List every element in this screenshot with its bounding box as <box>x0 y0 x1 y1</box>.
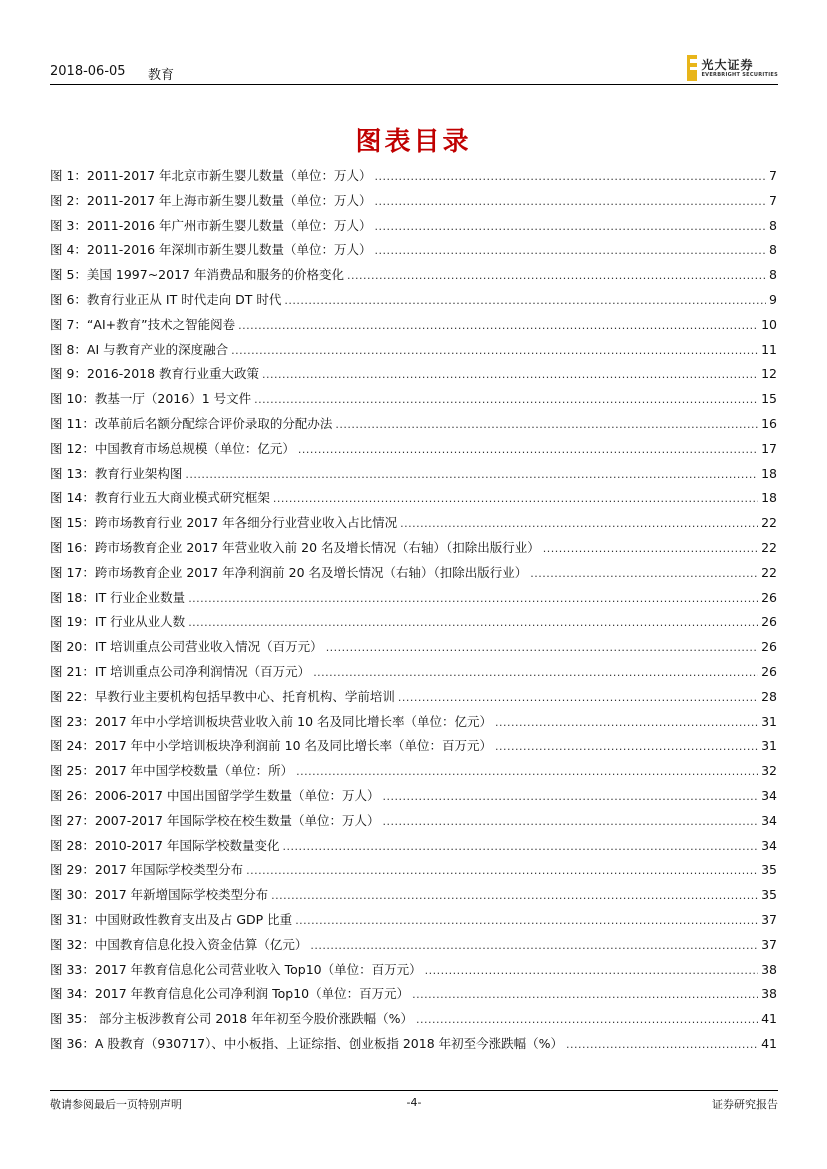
toc-entry-label[interactable]: 图 29：2017 年国际学校类型分布 <box>50 862 244 878</box>
report-date: 2018-06-05 <box>50 64 126 79</box>
toc-entry-label[interactable]: 图 33：2017 年教育信息化公司营业收入 Top10（单位：百万元） <box>50 961 422 977</box>
toc-entry[interactable] <box>50 1009 777 1034</box>
toc-entry-page[interactable]: 22 <box>761 564 777 580</box>
toc-entry-page[interactable]: 28 <box>761 688 777 704</box>
toc-entry-label[interactable]: 图 15：跨市场教育行业 2017 年各细分行业营业收入占比情况 <box>50 515 398 531</box>
toc-entry-page[interactable]: 12 <box>761 366 777 382</box>
report-sector: 教育 <box>148 68 175 83</box>
toc-dot-leader <box>398 691 758 704</box>
toc-entry[interactable] <box>50 811 777 836</box>
toc-entry[interactable] <box>50 414 777 439</box>
footer-report-type: 证券研究报告 <box>712 1098 778 1111</box>
toc-entry-label[interactable]: 图 19：IT 行业从业人数 <box>50 614 186 630</box>
toc-entry[interactable] <box>50 588 777 613</box>
toc-entry-page[interactable]: 26 <box>761 639 777 655</box>
toc-dot-leader <box>543 542 758 555</box>
toc-entry[interactable] <box>50 786 777 811</box>
logo-chinese-name: 光大证券 <box>701 57 754 72</box>
toc-entry-page[interactable]: 9 <box>769 291 777 307</box>
toc-dot-leader <box>375 244 767 257</box>
toc-entry[interactable] <box>50 935 777 960</box>
toc-entry[interactable] <box>50 290 777 315</box>
toc-entry-label[interactable]: 图 14：教育行业五大商业模式研究框架 <box>50 490 270 506</box>
toc-entry-page[interactable]: 37 <box>761 911 777 927</box>
toc-dot-leader <box>310 939 758 952</box>
toc-entry-page[interactable]: 38 <box>761 961 777 977</box>
company-logo <box>687 54 778 82</box>
toc-entry-label[interactable]: 图 6：教育行业正从 IT 时代走向 DT 时代 <box>50 291 282 307</box>
toc-entry-page[interactable]: 22 <box>761 515 777 531</box>
toc-dot-leader <box>383 815 759 828</box>
toc-dot-leader <box>313 666 758 679</box>
toc-entry-page[interactable]: 32 <box>761 763 777 779</box>
toc-entry-page[interactable]: 34 <box>761 787 777 803</box>
toc-dot-leader <box>347 269 766 282</box>
toc-entry-label[interactable]: 图 23：2017 年中小学培训板块营业收入前 10 名及同比增长率（单位：亿元） <box>50 713 493 729</box>
toc-dot-leader <box>400 517 758 530</box>
toc-entry-page[interactable]: 8 <box>769 267 777 283</box>
toc-dot-leader <box>375 170 767 183</box>
header-divider <box>50 84 778 85</box>
toc-dot-leader <box>326 641 758 654</box>
toc-dot-leader <box>231 344 758 357</box>
toc-entry-label[interactable]: 图 30：2017 年新增国际学校类型分布 <box>50 887 269 903</box>
toc-entry-label[interactable]: 图 22：早教行业主要机构包括早教中心、托育机构、学前培训 <box>50 688 395 704</box>
toc-entry-label[interactable]: 图 11：改革前后名额分配综合评价录取的分配办法 <box>50 415 333 431</box>
toc-entry-page[interactable]: 7 <box>769 168 777 183</box>
toc-dot-leader <box>185 468 758 481</box>
toc-entry-label[interactable]: 图 21：IT 培训重点公司净利润情况（百万元） <box>50 663 311 679</box>
page-title: 图表目录 <box>355 127 472 157</box>
toc-dot-leader <box>262 368 758 381</box>
toc-entry-page[interactable]: 31 <box>761 738 777 754</box>
toc-entry[interactable] <box>50 315 777 340</box>
toc-entry-label[interactable]: 图 13：教育行业架构图 <box>50 465 183 481</box>
toc-dot-leader <box>295 914 758 927</box>
footer-page-number: -4- <box>406 1096 422 1109</box>
toc-entry[interactable] <box>50 265 777 290</box>
toc-entry-label[interactable]: 图 7：“AI+教育”技术之智能阅卷 <box>50 316 236 332</box>
toc-entry[interactable] <box>50 910 777 935</box>
toc-entry-page[interactable]: 34 <box>761 812 777 828</box>
toc-entry-page[interactable]: 18 <box>761 490 777 506</box>
toc-dot-leader <box>188 616 758 629</box>
toc-entry-label[interactable]: 图 31：中国财政性教育支出及占 GDP 比重 <box>50 911 293 927</box>
toc-entry-label[interactable]: 图 20：IT 培训重点公司营业收入情况（百万元） <box>50 639 323 655</box>
toc-entry-page[interactable]: 7 <box>769 192 777 208</box>
toc-entry-page[interactable]: 16 <box>761 415 777 431</box>
toc-dot-leader <box>495 740 758 753</box>
toc-entry-page[interactable]: 18 <box>761 465 777 481</box>
toc-entry-label[interactable]: 图 26：2006-2017 中国出国留学学生数量（单位：万人） <box>50 787 380 803</box>
toc-entry-label[interactable]: 图 18：IT 行业企业数量 <box>50 589 186 605</box>
toc-dot-leader <box>238 319 758 332</box>
toc-entry-page[interactable]: 26 <box>761 589 777 605</box>
toc-entry-label[interactable]: 图 16：跨市场教育企业 2017 年营业收入前 20 名及增长情况（右轴）（扣除出版行业） <box>50 539 540 555</box>
toc-entry-label[interactable]: 图 4：2011-2016 年深圳市新生婴儿数量（单位：万人） <box>50 242 372 258</box>
toc-entry-page[interactable]: 35 <box>761 887 777 903</box>
toc-entry[interactable] <box>50 464 777 489</box>
toc-dot-leader <box>188 592 758 605</box>
toc-entry-page[interactable]: 17 <box>761 440 777 456</box>
toc-entry-label[interactable]: 图 32：中国教育信息化投入资金估算（亿元） <box>50 936 308 952</box>
figure-toc-list <box>50 166 777 1059</box>
toc-entry-page[interactable]: 41 <box>761 1035 777 1051</box>
toc-entry[interactable] <box>50 637 777 662</box>
toc-entry[interactable] <box>50 488 777 513</box>
toc-entry[interactable] <box>50 836 777 861</box>
toc-dot-leader <box>296 765 758 778</box>
toc-dot-leader <box>566 1038 758 1051</box>
toc-entry-page[interactable]: 37 <box>761 936 777 952</box>
logo-english-name: EVERBRIGHT SECURITIES <box>701 71 778 78</box>
toc-entry-label[interactable]: 图 8：AI 与教育产业的深度融合 <box>50 341 229 357</box>
toc-entry-label[interactable]: 图 5：美国 1997~2017 年消费品和服务的价格变化 <box>50 267 344 283</box>
toc-entry-label[interactable]: 图 35： 部分主板涉教育公司 2018 年年初至今股价涨跌幅（%） <box>50 1011 413 1027</box>
toc-entry-page[interactable]: 41 <box>761 1011 777 1027</box>
toc-entry[interactable] <box>50 563 777 588</box>
toc-entry[interactable] <box>50 736 777 761</box>
toc-entry-label[interactable]: 图 28：2010-2017 年国际学校数量变化 <box>50 837 280 853</box>
toc-dot-leader <box>495 716 758 729</box>
toc-entry-page[interactable]: 34 <box>761 837 777 853</box>
toc-entry[interactable] <box>50 612 777 637</box>
toc-entry[interactable] <box>50 389 777 414</box>
toc-entry[interactable] <box>50 860 777 885</box>
toc-entry[interactable] <box>50 662 777 687</box>
footer-disclaimer: 敬请参阅最后一页特别声明 <box>50 1098 182 1111</box>
toc-entry-page[interactable]: 11 <box>761 341 777 357</box>
toc-entry-label[interactable]: 图 27：2007-2017 年国际学校在校生数量（单位：万人） <box>50 812 380 828</box>
toc-entry[interactable] <box>50 687 777 712</box>
toc-dot-leader <box>271 889 758 902</box>
toc-dot-leader <box>284 294 766 307</box>
toc-entry-label[interactable]: 图 2：2011-2017 年上海市新生婴儿数量（单位：万人） <box>50 192 372 208</box>
toc-dot-leader <box>246 864 758 877</box>
toc-entry[interactable] <box>50 240 777 265</box>
toc-entry-label[interactable]: 图 36：A 股教育（930717）、中小板指、上证综指、创业板指 2018 年初至今涨跌幅（%） <box>50 1035 564 1051</box>
toc-entry-page[interactable]: 31 <box>761 713 777 729</box>
toc-entry-label[interactable]: 图 10：教基一厅（2016）1 号文件 <box>50 391 252 407</box>
toc-entry-page[interactable]: 15 <box>761 391 777 407</box>
toc-entry[interactable] <box>50 191 777 216</box>
toc-entry-label[interactable]: 图 25：2017 年中国学校数量（单位：所） <box>50 763 294 779</box>
toc-entry-page[interactable]: 26 <box>761 663 777 679</box>
toc-dot-leader <box>273 492 758 505</box>
logo-mark-icon <box>687 55 697 81</box>
toc-entry[interactable] <box>50 960 777 985</box>
toc-entry-label[interactable]: 图 17：跨市场教育企业 2017 年净利润前 20 名及增长情况（右轴）（扣除出版行业） <box>50 564 528 580</box>
footer-divider <box>50 1090 778 1091</box>
toc-entry[interactable] <box>50 538 777 563</box>
toc-dot-leader <box>254 393 758 406</box>
page-footer <box>50 1096 778 1114</box>
toc-dot-leader <box>335 418 758 431</box>
toc-entry[interactable] <box>50 439 777 464</box>
toc-entry-page[interactable]: 35 <box>761 862 777 878</box>
toc-entry-label[interactable]: 图 1：2011-2017 年北京市新生婴儿数量（单位：万人） <box>50 168 372 183</box>
toc-dot-leader <box>416 1013 758 1026</box>
toc-entry-label[interactable]: 图 34：2017 年教育信息化公司净利润 Top10（单位：百万元） <box>50 986 410 1002</box>
toc-dot-leader <box>425 964 758 977</box>
toc-dot-leader <box>283 840 759 853</box>
toc-entry-page[interactable]: 8 <box>769 242 777 258</box>
toc-entry[interactable] <box>50 761 777 786</box>
toc-dot-leader <box>412 988 758 1001</box>
toc-entry[interactable] <box>50 166 777 191</box>
toc-entry[interactable] <box>50 885 777 910</box>
toc-dot-leader <box>375 195 767 208</box>
toc-entry[interactable] <box>50 1034 777 1059</box>
toc-entry-page[interactable]: 10 <box>761 316 777 332</box>
toc-entry[interactable] <box>50 340 777 365</box>
toc-entry-page[interactable]: 38 <box>761 986 777 1002</box>
toc-dot-leader <box>298 443 758 456</box>
toc-entry[interactable] <box>50 364 777 389</box>
toc-dot-leader <box>530 567 758 580</box>
page-header <box>50 57 778 84</box>
toc-dot-leader <box>383 790 759 803</box>
toc-dot-leader <box>375 220 767 233</box>
toc-entry-label[interactable]: 图 9：2016-2018 教育行业重大政策 <box>50 366 260 382</box>
toc-entry[interactable] <box>50 712 777 737</box>
toc-entry[interactable] <box>50 984 777 1009</box>
toc-entry[interactable] <box>50 513 777 538</box>
toc-entry[interactable] <box>50 216 777 241</box>
toc-entry-page[interactable]: 8 <box>769 217 777 233</box>
toc-entry-label[interactable]: 图 3：2011-2016 年广州市新生婴儿数量（单位：万人） <box>50 217 372 233</box>
toc-entry-page[interactable]: 22 <box>761 539 777 555</box>
toc-entry-label[interactable]: 图 12：中国教育市场总规模（单位：亿元） <box>50 440 295 456</box>
toc-entry-label[interactable]: 图 24：2017 年中小学培训板块净利润前 10 名及同比增长率（单位：百万元） <box>50 738 493 754</box>
toc-entry-page[interactable]: 26 <box>761 614 777 630</box>
